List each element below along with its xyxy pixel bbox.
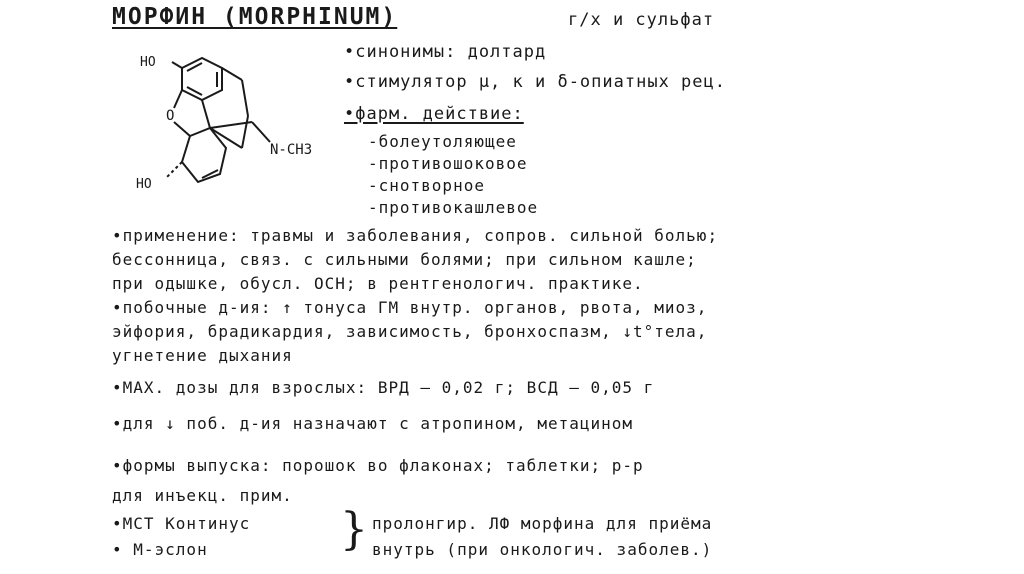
ho-bottom-label: HO [136, 177, 152, 192]
page-title: МОРФИН (MORPHINUM) [112, 4, 398, 30]
prolonged-name: •МСТ Континус [112, 514, 251, 533]
side-prevent-line: •для ↓ поб. д-ия назначают с атропином, метацином [112, 414, 634, 433]
prolonged-description: пролонгир. ЛФ морфина для приёма [372, 514, 713, 533]
pharm-heading: •фарм. действие: [344, 104, 524, 124]
synonyms-line: •синонимы: долтард [344, 42, 547, 62]
side-effects-line: угнетение дыхания [112, 346, 293, 365]
application-line: •применение: травмы и заболевания, сопров. сильной болью; [112, 226, 719, 245]
brace-icon: } [340, 504, 368, 555]
title-note: г/х и сульфат [568, 10, 715, 30]
release-forms-line: для инъекц. прим. [112, 486, 293, 505]
application-line: бессонница, связ. с сильными болями; при сильном кашле; [112, 250, 697, 269]
o-ring-label: O [166, 108, 175, 124]
morphine-structure-diagram [130, 50, 340, 200]
pharm-item: -болеутоляющее [368, 132, 517, 151]
pharm-item: -снотворное [368, 176, 485, 195]
pharm-item: -противокашлевое [368, 198, 539, 217]
release-forms-line: •формы выпуска: порошок во флаконах; таблетки; р-р [112, 456, 644, 475]
prolonged-description: внутрь (при онкологич. заболев.) [372, 540, 713, 559]
application-line: при одышке, обусл. ОСН; в рентгенологич. практике. [112, 274, 644, 293]
pharm-item: -противошоковое [368, 154, 528, 173]
n-methyl-label: N-CH3 [270, 142, 313, 158]
side-effects-line: •побочные д-ия: ↑ тонуса ГМ внутр. органов, рвота, миоз, [112, 298, 708, 317]
ho-top-label: HO [140, 55, 156, 70]
side-effects-line: эйфория, брадикардия, зависимость, бронхоспазм, ↓t°тела, [112, 322, 708, 341]
max-doses-line: •MAX. дозы для взрослых: ВРД – 0,02 г; ВСД – 0,05 г [112, 378, 655, 397]
stimulator-line: •стимулятор μ, κ и δ-опиатных рец. [344, 72, 726, 92]
prolonged-name: • М-эслон [112, 540, 208, 559]
